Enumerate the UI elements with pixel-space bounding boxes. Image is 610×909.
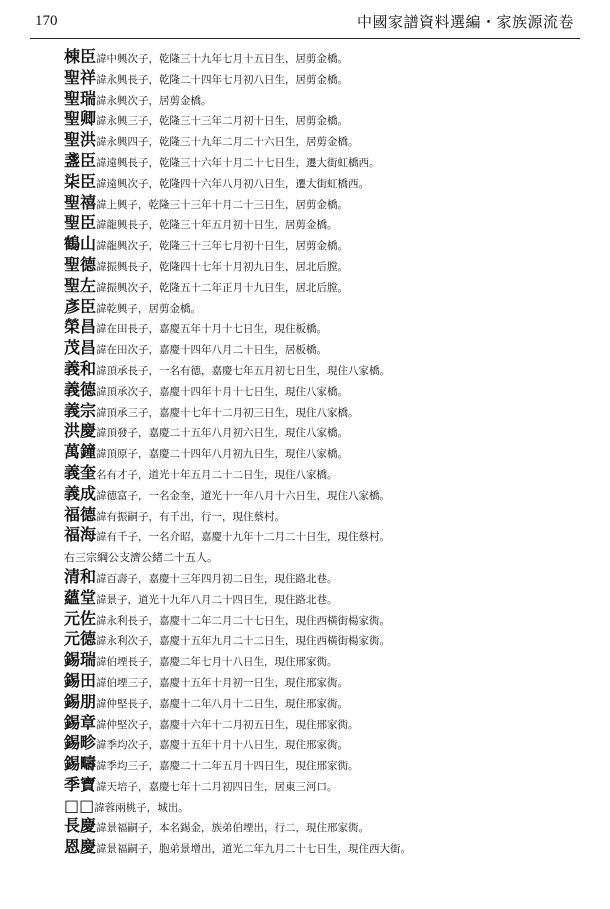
genealogy-entry xyxy=(64,525,584,546)
person-name: 柒臣 xyxy=(64,171,97,191)
person-description: 諱龍興長子，乾隆三十年五月初十日生，居剪金橋。 xyxy=(96,219,338,232)
person-description: 諱頂發子，嘉慶二十五年八月初六日生，現住八家橋。 xyxy=(96,427,349,440)
genealogy-entry xyxy=(64,317,584,338)
section-note-text: 右三宗綱公支濟公緒二十五人。 xyxy=(64,551,218,565)
person-description: 諱永利長子，嘉慶十二年二月二十七日生，現住西橫街楊家衖。 xyxy=(96,614,391,627)
person-name: 錫疇 xyxy=(64,754,97,774)
person-name: 季寶 xyxy=(64,774,97,794)
person-name: 元德 xyxy=(64,629,97,649)
person-description: 諱季均三子，嘉慶二十二年五月十四日生，現住邢家衖。 xyxy=(96,760,359,773)
person-description: 諱德富子，一名金奎，道光十一年八月十六日生，現住八家橋。 xyxy=(96,489,391,502)
person-description: 諱在田長子，嘉慶五年十月十七日生，現住板橋。 xyxy=(96,323,328,336)
person-description: 諱有千子，一名介昭，嘉慶十九年十二月二十日生，現住蔡村。 xyxy=(96,531,391,544)
genealogy-entry xyxy=(64,588,584,609)
person-name: 清和 xyxy=(64,566,97,586)
genealogy-entry xyxy=(64,109,584,130)
person-description: 諱景子，道光十九年八月二十四日生，現住路北巷。 xyxy=(96,593,338,606)
person-description: 諱頂承長子，一名有德，嘉慶七年五月初七日生，現住八家橋。 xyxy=(96,364,391,377)
person-name: 錫朋 xyxy=(64,691,97,711)
person-description: 諱頂原子，嘉慶二十四年八月初九日生，現住八家橋。 xyxy=(96,448,349,461)
genealogy-entry xyxy=(64,609,584,630)
header-rule xyxy=(30,38,580,39)
person-description: 諱永興三子，乾隆三十三年二月初十日生，居剪金橋。 xyxy=(96,115,349,128)
person-description: 諱龍興次子，乾隆三十三年七月初十日生，居剪金橋。 xyxy=(96,240,349,253)
person-name: 恩慶 xyxy=(64,837,97,857)
genealogy-entry xyxy=(64,297,584,318)
genealogy-entry xyxy=(64,359,584,380)
running-head: 中國家譜資料選編・家族源流卷 xyxy=(356,13,574,31)
person-description: 諱在田次子，嘉慶十四年八月二十日生，居板橋。 xyxy=(96,344,328,357)
genealogy-entry xyxy=(64,567,584,588)
genealogy-entry xyxy=(64,629,584,650)
person-name: 義成 xyxy=(64,483,97,503)
person-name: 福德 xyxy=(64,504,97,524)
genealogy-entry xyxy=(64,68,584,89)
genealogy-entry xyxy=(64,380,584,401)
genealogy-entry xyxy=(64,89,584,110)
person-description: 諱永興四子，乾隆三十九年二月二十六日生，居剪金橋。 xyxy=(96,136,359,149)
person-name: 義和 xyxy=(64,358,97,378)
person-description: 諱景福嗣子，本名錫金，族弟伯堙出，行二，現住邢家衖。 xyxy=(96,822,370,835)
genealogy-entry-list xyxy=(64,47,584,858)
person-description: 諱遠興次子，乾隆四十六年八月初八日生，遷大街虹橋西。 xyxy=(96,177,370,190)
person-name: 聖德 xyxy=(64,254,97,274)
person-name: 福海 xyxy=(64,525,97,545)
person-description: 諱振興長子，乾隆四十七年十月初九日生，居北后膛。 xyxy=(96,260,349,273)
genealogy-entry xyxy=(64,650,584,671)
person-description: 諱景福嗣子，胞弟景增出，道光二年九月二十七日生，現住西大街。 xyxy=(96,843,412,856)
genealogy-entry xyxy=(64,193,584,214)
genealogy-entry xyxy=(64,796,584,817)
person-name: 鶴山 xyxy=(64,234,97,254)
genealogy-entry xyxy=(64,775,584,796)
genealogy-entry xyxy=(64,692,584,713)
person-description: 諱頂承三子，嘉慶十七年十二月初三日生，現住八家橋。 xyxy=(96,406,359,419)
person-name: 義德 xyxy=(64,379,97,399)
genealogy-entry xyxy=(64,484,584,505)
genealogy-entry xyxy=(64,151,584,172)
person-description: 諱永利次子，嘉慶十五年九月二十二日生，現住西橫街楊家衖。 xyxy=(96,635,391,648)
genealogy-entry xyxy=(64,713,584,734)
person-description: 諱蓉兩桃子，城出。 xyxy=(94,801,189,814)
person-name: 聖卿 xyxy=(64,109,97,129)
person-name: 棟臣 xyxy=(64,47,97,66)
person-description: 名有才子，道光十年五月二十二日生，現住八家橋。 xyxy=(96,468,338,481)
genealogy-entry xyxy=(64,671,584,692)
genealogy-entry xyxy=(64,255,584,276)
person-description: 諱仲堅次子，嘉慶十六年十二月初五日生，現住邢家衖。 xyxy=(96,718,359,731)
genealogy-entry xyxy=(64,234,584,255)
genealogy-entry xyxy=(64,754,584,775)
person-name: 錫瑞 xyxy=(64,650,97,670)
genealogy-entry xyxy=(64,463,584,484)
person-description: 諱永興次子，居剪金橋。 xyxy=(96,94,212,107)
person-description: 諱上興子，乾隆三十三年十月二十三日生，居剪金橋。 xyxy=(96,198,349,211)
person-name: 聖瑞 xyxy=(64,88,97,108)
person-name: 長慶 xyxy=(64,816,97,836)
person-name: 元佐 xyxy=(64,608,97,628)
genealogy-entry xyxy=(64,338,584,359)
genealogy-entry xyxy=(64,401,584,422)
person-description: 諱遠興長子，乾隆三十六年十月二十七日生，遷大街虹橋西。 xyxy=(96,156,380,169)
person-name: 茂昌 xyxy=(64,338,97,358)
genealogy-entry xyxy=(64,421,584,442)
genealogy-entry xyxy=(64,213,584,234)
person-name: 萬鐘 xyxy=(64,442,97,462)
genealogy-entry xyxy=(64,442,584,463)
person-name: 聖洪 xyxy=(64,130,97,150)
person-description: 諱百壽子，嘉慶十三年四月初二日生，現住路北巷。 xyxy=(96,572,338,585)
section-note xyxy=(64,546,584,567)
person-name: 盞臣 xyxy=(64,150,97,170)
person-description: 諱頂承次子，嘉慶十四年十月十七日生，現住八家橋。 xyxy=(96,385,349,398)
person-name: 錫田 xyxy=(64,670,97,690)
person-name: 榮昌 xyxy=(64,317,97,337)
person-name: 聖祥 xyxy=(64,67,97,87)
person-name: 彥臣 xyxy=(64,296,97,316)
genealogy-entry xyxy=(64,172,584,193)
person-name: 蘊堂 xyxy=(64,587,97,607)
person-description: 諱振興次子，乾隆五十二年正月十九日生，居北后膛。 xyxy=(96,281,349,294)
person-name: 聖左 xyxy=(64,275,97,295)
person-name: 聖禧 xyxy=(64,192,97,212)
genealogy-entry xyxy=(64,130,584,151)
genealogy-entry xyxy=(64,837,584,858)
person-name: 錫章 xyxy=(64,712,97,732)
person-description: 諱中興次子，乾隆三十九年七月十五日生，居剪金橋。 xyxy=(96,53,349,65)
person-name: 聖臣 xyxy=(64,213,97,233)
person-description: 諱伯堙三子，嘉慶十五年十月初一日生，現住邢家衖。 xyxy=(96,676,349,689)
person-name: 洪慶 xyxy=(64,421,97,441)
person-description: 諱季均次子，嘉慶十五年十月十八日生，現住邢家衖。 xyxy=(96,739,349,752)
person-description: 諱伯堙長子，嘉慶二年七月十八日生，現住邢家衖。 xyxy=(96,656,338,669)
person-name: 義宗 xyxy=(64,400,97,420)
person-description: 諱乾興子，居剪金橋。 xyxy=(96,302,202,315)
person-description: 諱有振嗣子，有千出，行一，現住蔡村。 xyxy=(96,510,286,523)
person-name: □□ xyxy=(64,795,95,815)
genealogy-entry xyxy=(64,816,584,837)
person-description: 諱永興長子，乾隆二十四年七月初八日生，居剪金橋。 xyxy=(96,73,349,86)
person-description: 諱仲堅長子，嘉慶十二年八月十二日生，現住邢家衖。 xyxy=(96,697,349,710)
genealogy-entry xyxy=(64,276,584,297)
page-number: 170 xyxy=(35,13,58,29)
genealogy-entry xyxy=(64,733,584,754)
genealogy-entry xyxy=(64,47,584,68)
person-name: 義奎 xyxy=(64,462,97,482)
person-name: 錫畛 xyxy=(64,733,97,753)
person-description: 諱天培子，嘉慶七年十二月初四日生，居東三河口。 xyxy=(96,780,338,793)
genealogy-entry xyxy=(64,505,584,526)
